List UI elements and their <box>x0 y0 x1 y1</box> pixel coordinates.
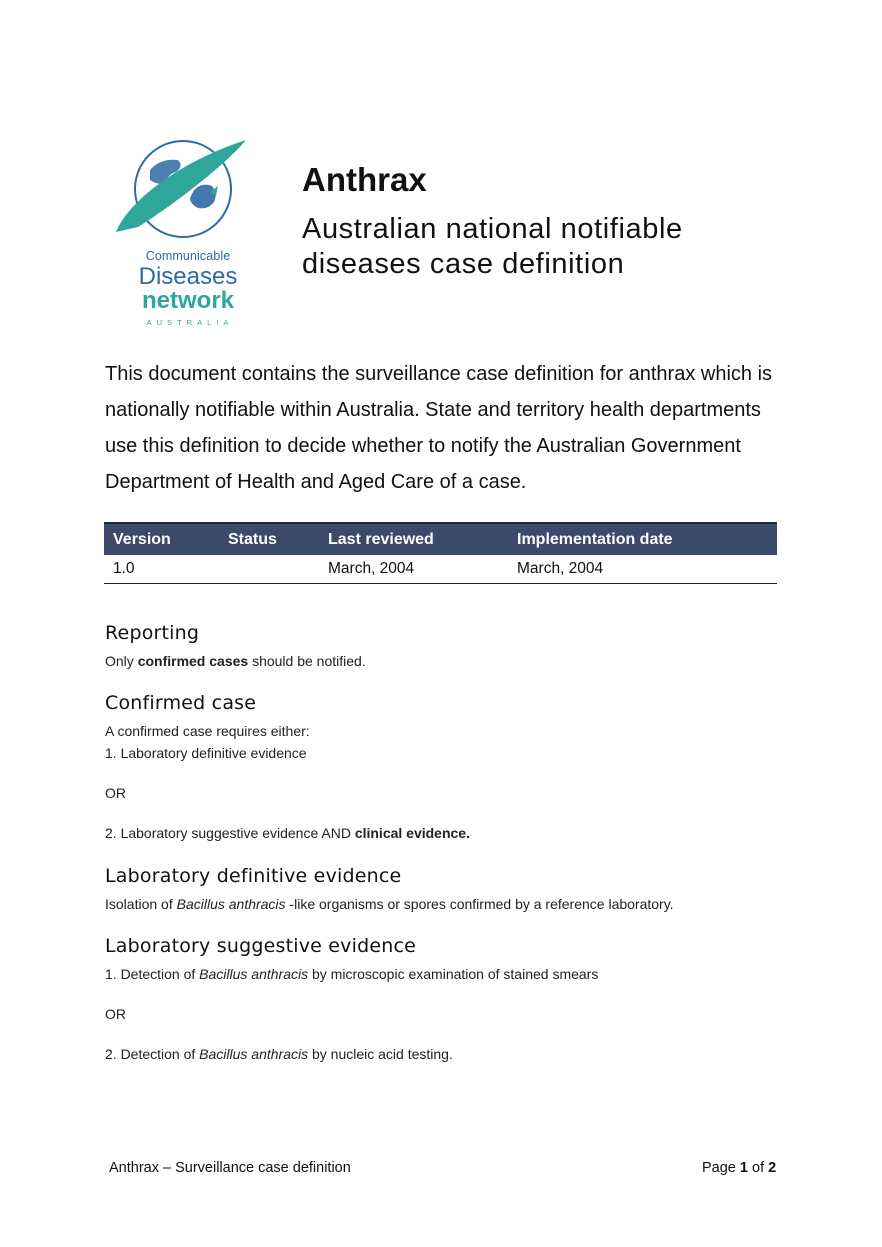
table-row <box>104 555 777 584</box>
document-subtitle: Australian national notifiable diseases case definition <box>302 213 683 280</box>
suggestive-l1-italic: Bacillus anthracis <box>199 966 309 982</box>
confirmed-line-3 <box>105 822 785 844</box>
header-last-reviewed: Last reviewed <box>319 523 508 555</box>
confirmed-case-section <box>105 692 785 844</box>
definitive-evidence-section <box>105 865 785 915</box>
suggestive-l2-post: by nucleic acid testing. <box>308 1046 453 1062</box>
document-title: Anthrax <box>302 161 427 198</box>
reporting-text-pre: Only <box>105 653 138 669</box>
page-of: of <box>747 1160 769 1176</box>
confirmed-case-heading: Confirmed case <box>105 692 257 714</box>
page-total: 2 <box>768 1160 777 1176</box>
reporting-text-bold: confirmed cases <box>137 653 249 669</box>
reporting-heading: Reporting <box>105 622 200 644</box>
confirmed-or: OR <box>105 785 126 801</box>
definitive-italic: Bacillus anthracis <box>176 896 286 912</box>
logo-line-diseases: Diseases <box>138 262 238 290</box>
footer-page-number <box>702 1160 776 1176</box>
header-version: Version <box>104 523 219 555</box>
definitive-evidence-heading: Laboratory definitive evidence <box>105 865 402 887</box>
suggestive-l2-pre: 2. Detection of <box>105 1046 200 1062</box>
header-status: Status <box>219 523 319 555</box>
confirmed-line-2: 1. Laboratory definitive evidence <box>105 745 307 761</box>
suggestive-line-2 <box>105 1043 785 1065</box>
logo-line-network: network <box>141 286 234 314</box>
suggestive-line-1 <box>105 963 785 985</box>
cell-version: 1.0 <box>104 555 219 584</box>
header-implementation-date: Implementation date <box>508 523 777 555</box>
suggestive-l1-pre: 1. Detection of <box>105 966 200 982</box>
cell-last-reviewed: March, 2004 <box>319 555 508 584</box>
version-table <box>104 522 777 584</box>
confirmed-line-3-pre: 2. Laboratory suggestive evidence AND <box>105 825 355 841</box>
footer-title: Anthrax – Surveillance case definition <box>109 1160 351 1176</box>
logo-wordmark <box>133 250 243 326</box>
globe-icon <box>108 132 258 252</box>
confirmed-line-1: A confirmed case requires either: <box>105 723 310 739</box>
suggestive-evidence-heading: Laboratory suggestive evidence <box>105 935 417 957</box>
confirmed-line-3-bold: clinical evidence. <box>354 825 470 841</box>
logo-line-communicable: Communicable <box>145 249 231 263</box>
definitive-pre: Isolation of <box>105 896 177 912</box>
page-current: 1 <box>739 1160 748 1176</box>
reporting-text-post: should be notified. <box>248 653 366 669</box>
suggestive-evidence-section <box>105 935 785 1065</box>
definitive-evidence-text <box>105 893 785 915</box>
suggestive-l2-italic: Bacillus anthracis <box>199 1046 309 1062</box>
definitive-post: -like organisms or spores confirmed by a reference laboratory. <box>285 896 674 912</box>
version-table-header <box>104 523 777 555</box>
reporting-section <box>105 622 785 672</box>
intro-paragraph: This document contains the surveillance case definition for anthrax which is nationally notifiable within Australia. State and territory health departments use this definition to decide whether to notify the Australian Government Department of Health and Aged Care of a case. <box>105 363 773 493</box>
cdna-logo <box>108 132 258 332</box>
cell-implementation-date: March, 2004 <box>508 555 777 584</box>
logo-line-australia: AUSTRALIA <box>146 317 234 327</box>
cell-status <box>219 555 319 584</box>
suggestive-or: OR <box>105 1006 126 1022</box>
reporting-text <box>105 650 785 672</box>
page-prefix: Page <box>702 1160 740 1176</box>
suggestive-l1-post: by microscopic examination of stained smears <box>308 966 599 982</box>
